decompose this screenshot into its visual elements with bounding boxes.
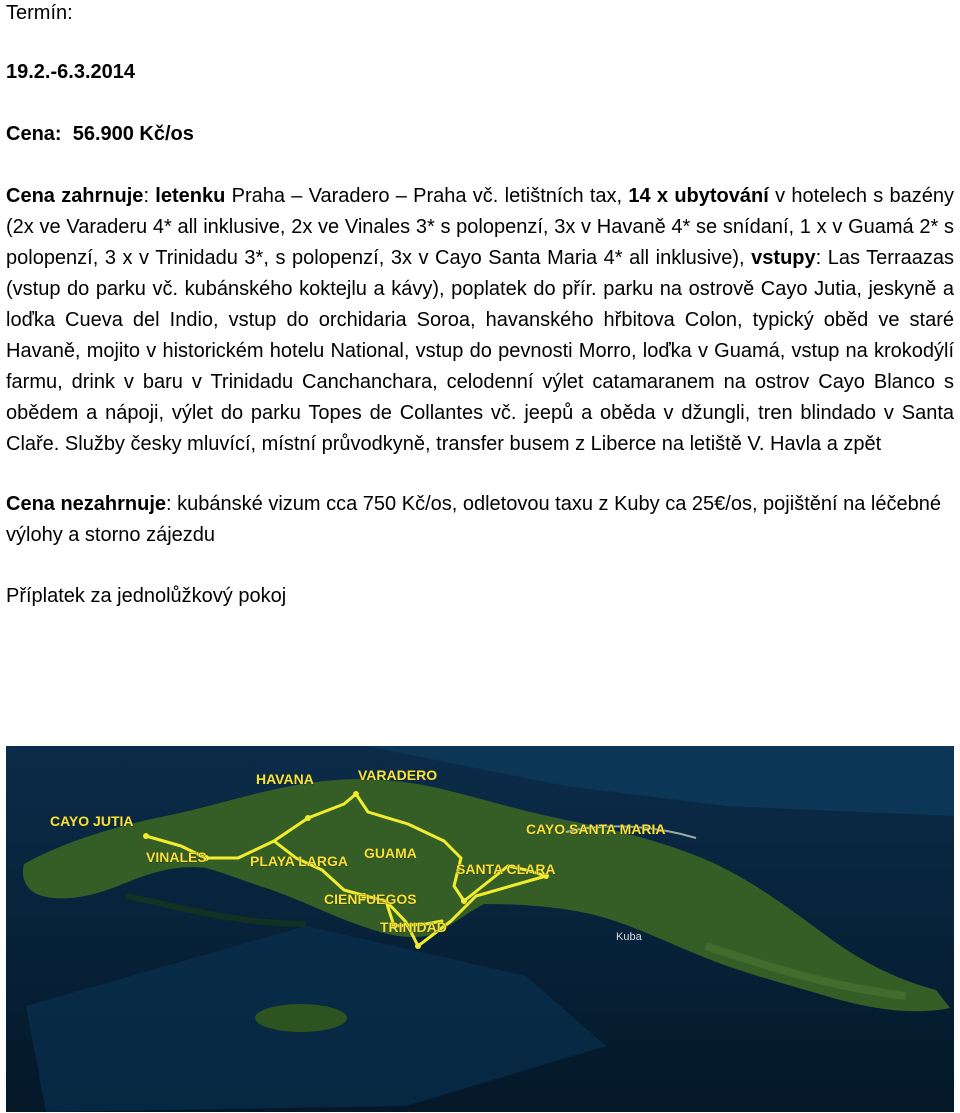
stop-havana — [305, 815, 311, 821]
isla-de-juventud — [255, 1004, 347, 1032]
label-trinidad: TRINIDAD — [380, 919, 447, 935]
stay-text: v hotelech s bazény (2x ve Varaderu 4* all inklusive, 2x ve Vinales 3* s polopenzí, 3x v Havaně 4* se snídaní, 1 x v Guamá 2* s polopenzí, 3 x v Trinidadu 3*, s polopenzí, 3x v Cayo Santa Maria 4* all inklusive), — [6, 185, 955, 269]
label-guama: GUAMA — [364, 845, 417, 861]
label-vinales: VINALES — [146, 849, 207, 865]
route-map — [6, 746, 954, 1112]
stop-cayo-jutia — [143, 833, 149, 839]
price-label: Cena: — [6, 123, 62, 145]
excludes-text: kubánské vizum cca 750 Kč/os, odletovou taxu z Kuby ca 25€/os, pojištění na léčebné výlohy a storno zájezdu — [6, 493, 941, 546]
term-label: Termín: — [6, 2, 73, 24]
excludes-label: Cena nezahrnuje — [6, 493, 167, 515]
entries-text: Las Terraazas (vstup do parku vč. kubánského koktejlu a kávy), poplatek do přír. parku na ostrově Cayo Jutia, jeskyně a loďka Cueva del Indio, vstup do orchidaria Soroa, havanského hřbitova Colon, typický oběd ve staré Havaně, mojito v historickém hotelu National, vstup do pevnosti Morro, loďka v Guamá, vstup na krokodýlí farmu, drink v baru v Trinidadu Canchanchara, celodenní výlet catamaranem na ostrov Cayo Blanco s obědem a nápoji, výlet do parku Topes de Collantes vč. jeepů a oběda v džungli, tren blindado v Santa Claře. Služby česky mluvící, místní průvodkyně, transfer busem z Liberce na letiště V. Havla a zpět — [6, 247, 954, 455]
label-havana: HAVANA — [256, 771, 314, 787]
term-dates: 19.2.-6.3.2014 — [6, 61, 135, 83]
supplement-text: Příplatek za jednolůžkový pokoj — [6, 585, 287, 607]
label-cayo-santa-maria: CAYO SANTA MARIA — [526, 821, 666, 837]
stop-trinidad — [415, 943, 421, 949]
excludes-paragraph: Cena nezahrnuje: kubánské vizum cca 750 Kč/os, odletovou taxu z Kuby ca 25€/os, pojištění na léčebné výlohy a storno zájezdu — [6, 493, 941, 546]
label-kuba: Kuba — [616, 931, 642, 943]
price-line — [6, 119, 954, 150]
stop-varadero — [353, 791, 359, 797]
label-cayo-jutia: CAYO JUTIA — [50, 813, 134, 829]
flight-text: Praha – Varadero – Praha vč. letištních tax, — [231, 185, 623, 207]
label-varadero: VARADERO — [358, 767, 438, 783]
stay-label: 14 x ubytování — [628, 185, 769, 207]
price-value: 56.900 Kč/os — [72, 123, 194, 145]
document — [6, 0, 954, 612]
route-map-svg — [6, 746, 954, 1112]
label-playa-larga: PLAYA LARGA — [250, 853, 349, 869]
includes-label: Cena zahrnuje — [6, 185, 144, 207]
label-cienfuegos: CIENFUEGOS — [324, 891, 417, 907]
includes-paragraph: Cena zahrnuje: letenku Praha – Varadero – Praha vč. letištních tax, 14 x ubytování v hotelech s bazény (2x ve Varaderu 4* all inklusive, 2x ve Vinales 3* s polopenzí, 3x v Havaně 4* se snídaní, 1 x v Guamá 2* s polopenzí, 3 x v Trinidadu 3*, s polopenzí, 3x v Cayo Santa Maria 4* all inklusive), vstupy: Las Terraazas (vstup do parku vč. kubánského koktejlu a kávy), poplatek do přír. parku na ostrově Cayo Jutia, jeskyně a loďka Cueva del Indio, vstup do orchidaria Soroa, havanského hřbitova Colon, typický oběd ve staré Havaně, mojito v historickém hotelu National, vstup do pevnosti Morro, loďka v Guamá, vstup na krokodýlí farmu, drink v baru v Trinidadu Canchanchara, celodenní výlet catamaranem na ostrov Cayo Blanco s obědem a nápoji, výlet do parku Topes de Collantes vč. jeepů a oběda v džungli, tren blindado v Santa Claře. Služby česky mluvící, místní průvodkyně, transfer busem z Liberce na letiště V. Havla a zpět — [6, 185, 955, 455]
label-santa-clara: SANTA CLARA — [456, 861, 556, 877]
stop-santa-clara — [461, 898, 467, 904]
flight-label: letenku — [155, 185, 226, 207]
entries-label: vstupy — [751, 247, 816, 269]
